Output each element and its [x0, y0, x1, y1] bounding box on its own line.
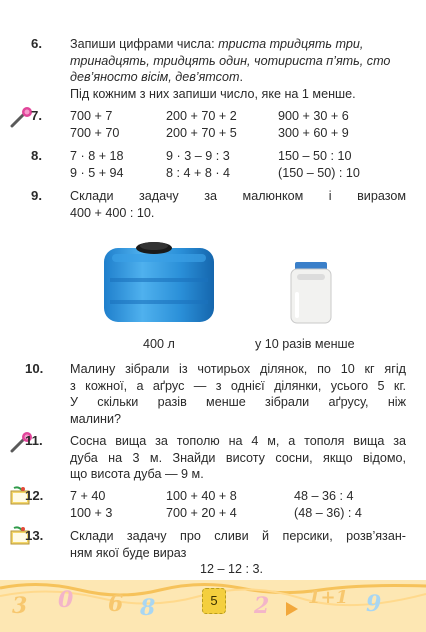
task-number: 8.: [31, 148, 42, 163]
task-text-line: Малину зібрали із чотирьох ділянок, по 10 кг ягід: [70, 362, 406, 376]
task-text-line: Сосна вища за тополю на 4 м, а тополя вища за: [70, 434, 406, 448]
task-italic-numbers: триста тридцять три,: [218, 37, 364, 51]
jug-caption: у 10 разів менше: [255, 337, 355, 351]
task-italic-numbers: тринадцять, тридцять один, чотириста п’ять, сто: [70, 53, 391, 68]
expression-grid: [70, 108, 406, 141]
footer-digit: 9: [366, 591, 382, 617]
expression: 100 + 3: [70, 505, 113, 520]
expression: 700 + 70: [70, 125, 120, 140]
task-number: 13.: [25, 528, 44, 543]
expression: 48 – 36 : 4: [294, 489, 354, 503]
expression: 7 · 8 + 18: [70, 149, 124, 163]
task-text: [70, 361, 406, 427]
expression: 8 : 4 + 8 · 4: [166, 165, 231, 180]
task-number: 11.: [25, 433, 43, 448]
expression: 300 + 60 + 9: [278, 125, 349, 140]
footer-digit: 3: [12, 593, 28, 619]
task-number: 12.: [25, 488, 44, 503]
tank-caption: 400 л: [143, 337, 175, 351]
task-text: [70, 528, 406, 578]
expression-row: [70, 148, 406, 165]
expression-grid: [70, 488, 406, 521]
expression: 150 – 50 : 10: [278, 149, 352, 163]
expression: (48 – 36) : 4: [294, 505, 362, 520]
water-tank-illustration: [100, 238, 218, 331]
task-text-line: ням якої буде вираз: [70, 545, 187, 560]
task-number: 7.: [31, 108, 42, 123]
footer-digit: 8: [140, 595, 156, 621]
expression-grid: [70, 148, 406, 181]
task-text-line: У скільки разів менше зібрали аґрусу, ніж: [70, 395, 406, 410]
footer-digit: 1+1: [308, 587, 349, 608]
task-text-line: Склади задачу про сливи й персики, розв’язан-: [70, 529, 406, 543]
expression: 9 · 5 + 94: [70, 165, 124, 180]
task-number: 10.: [25, 361, 44, 376]
expression-row: [70, 505, 406, 522]
expression: 700 + 20 + 4: [166, 505, 237, 520]
task-text: [70, 433, 406, 483]
task-instruction: Під кожним з них запиши число, яке на 1 менше.: [70, 86, 356, 101]
task-text-line: малини?: [70, 411, 122, 426]
task-number: 9.: [31, 188, 42, 203]
expression: 200 + 70 + 2: [166, 109, 237, 123]
footer-digit: 2: [254, 593, 270, 619]
expression: 100 + 40 + 8: [166, 489, 237, 503]
expression-row: [70, 165, 406, 182]
task-text-line: що висота дуба — 9 м.: [70, 467, 204, 482]
task-number: 6.: [31, 36, 42, 51]
expression: 700 + 7: [70, 109, 113, 123]
expression: 900 + 30 + 6: [278, 109, 349, 123]
task-text: [70, 188, 406, 221]
task-expression: 400 + 400 : 10.: [70, 205, 155, 220]
expression-row: [70, 488, 406, 505]
footer-digit: 6: [108, 591, 124, 617]
jug-illustration: [289, 262, 333, 329]
page-number: 5: [202, 588, 226, 614]
task-text-line: дуба на 3 м. Знайди висоту сосни, якщо відомо,: [70, 450, 406, 465]
expression: 9 · 3 – 9 : 3: [166, 149, 230, 163]
expression-row: [70, 125, 406, 142]
task-lead: Запиши цифрами числа:: [70, 37, 215, 51]
footer-digit: 0: [58, 587, 74, 613]
expression: (150 – 50) : 10: [278, 165, 360, 180]
task-text: [70, 36, 406, 102]
expression: 7 + 40: [70, 489, 106, 503]
expression-row: [70, 108, 406, 125]
task-expression: 12 – 12 : 3.: [200, 562, 264, 577]
expression: 200 + 70 + 5: [166, 125, 237, 140]
task-italic-numbers: дев’яносто вісім, дев’ятсот: [70, 70, 240, 85]
triangle-shape: [286, 602, 298, 616]
task-period: .: [239, 70, 243, 85]
task-text-line: Склади задачу за малюнком і виразом: [70, 189, 406, 203]
task-text-line: з кожної, а аґрус — з однієї ділянки, усього 5 кг.: [70, 378, 406, 393]
